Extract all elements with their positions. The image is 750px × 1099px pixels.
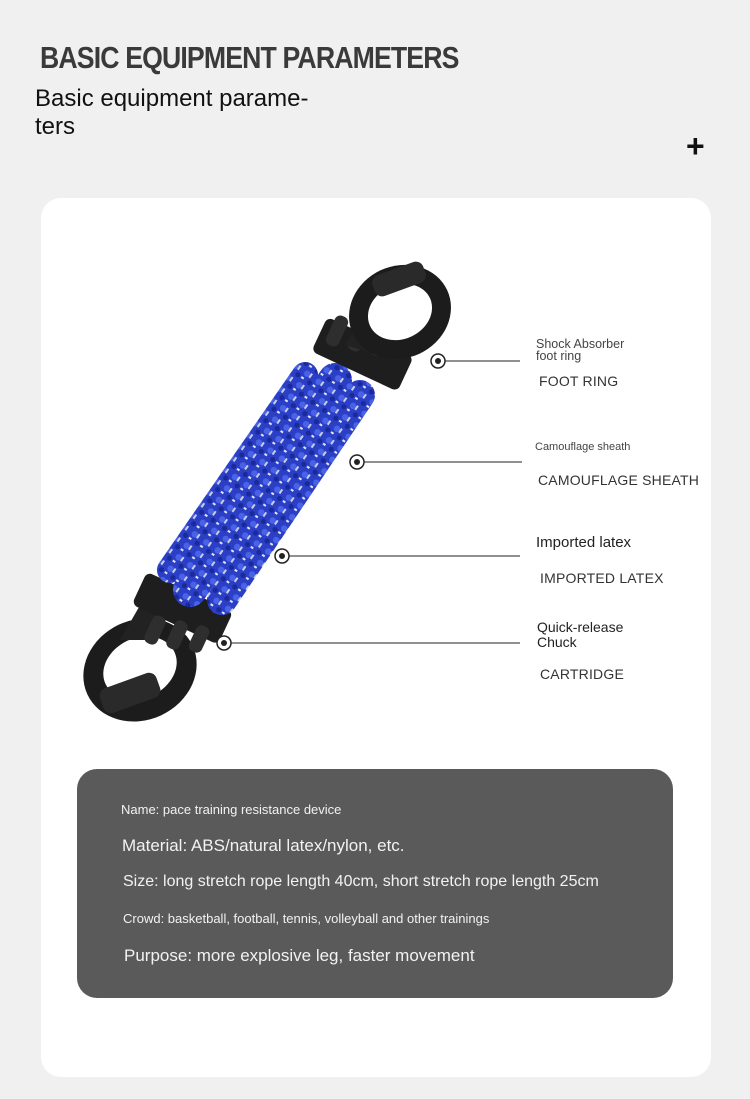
callout-foot-ring-label: FOOT RING xyxy=(539,373,619,389)
callout-foot-ring-desc: Shock Absorber foot ring xyxy=(536,337,625,363)
page-subtitle xyxy=(35,85,345,141)
callout-chuck-desc: Quick-release Chuck xyxy=(537,619,624,650)
expand-plus-icon[interactable]: + xyxy=(686,128,705,164)
callout-latex-desc: Imported latex xyxy=(536,534,632,551)
callout-sheath-desc: Camouflage sheath xyxy=(535,441,631,453)
spec-crowd: Crowd: basketball, football, tennis, volleyball and other trainings xyxy=(123,911,490,926)
specs-panel xyxy=(77,769,673,998)
callout-chuck-label: CARTRIDGE xyxy=(540,666,624,682)
spec-material: Material: ABS/natural latex/nylon, etc. xyxy=(122,836,405,855)
page-title: BASIC EQUIPMENT PARAMETERS xyxy=(40,40,459,75)
spec-name: Name: pace training resistance device xyxy=(121,802,342,817)
subtitle-text: Basic equipment parame- ters xyxy=(35,85,309,140)
spec-size: Size: long stretch rope length 40cm, short stretch rope length 25cm xyxy=(123,873,599,890)
callout-latex-label: IMPORTED LATEX xyxy=(540,570,664,586)
callout-sheath-label: CAMOUFLAGE SHEATH xyxy=(538,472,700,488)
spec-purpose: Purpose: more explosive leg, faster movement xyxy=(124,946,475,965)
